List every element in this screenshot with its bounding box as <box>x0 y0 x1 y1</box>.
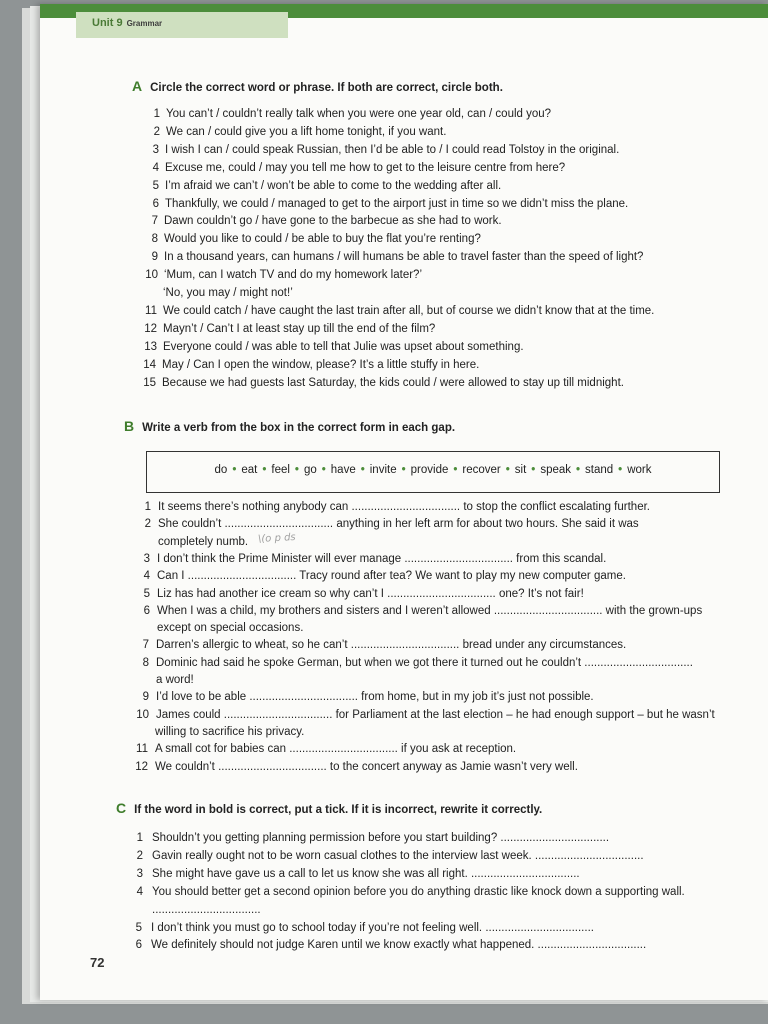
box-word: feel <box>271 464 290 476</box>
box-word: have <box>330 464 356 476</box>
item-number: 2 <box>153 125 160 138</box>
box-word: speak <box>540 464 571 476</box>
item-text: Liz has had another ice cream so why can’t I .................................. one? It’s not fair! <box>157 587 584 600</box>
bullet-separator: • <box>576 464 581 476</box>
item-text: May / Can I open the window, please? It’s a little stuffy in here. <box>162 358 480 371</box>
box-word: work <box>627 464 652 476</box>
item-text: Can I .................................. Tracy round after tea? We want to play my new computer game. <box>157 570 626 583</box>
item-number: 14 <box>143 358 156 371</box>
section-b-letter: B <box>124 418 135 434</box>
bullet-separator: • <box>505 464 510 476</box>
item-number: 10 <box>136 708 149 721</box>
item-number: 4 <box>136 885 143 898</box>
item-number: 9 <box>151 251 158 264</box>
bullet-separator: • <box>232 464 237 476</box>
item-text: I’d love to be able .................................. from home, but in my job it’s just not possible. <box>156 691 594 704</box>
item-text: Darren’s allergic to wheat, so he can’t .................................. bread under any circumstances. <box>156 639 627 652</box>
item-text: Dawn couldn’t go / have gone to the barbecue as she had to work. <box>164 215 502 228</box>
item-number: 3 <box>143 552 150 565</box>
item-number: 1 <box>136 832 143 844</box>
bullet-separator: • <box>360 464 365 476</box>
item-text: When I was a child, my brothers and sisters and I weren’t allowed .................................. with the grown-ups <box>157 604 703 617</box>
section-a-letter: A <box>132 78 143 94</box>
box-word: eat <box>241 464 258 476</box>
item-text: She couldn’t .................................. anything in her left arm for about two hours. She said it was <box>158 518 639 531</box>
item-text: She might have gave us a call to let us know she was all right. .................................. <box>152 867 580 880</box>
word-box-words <box>147 464 719 476</box>
item-number: 1 <box>144 501 151 513</box>
item-number: 3 <box>136 867 143 880</box>
item-text: Shouldn’t you getting planning permission before you start building? .................................. <box>152 832 610 844</box>
item-number: 5 <box>135 921 142 934</box>
workbook-page <box>40 4 768 1000</box>
item-text: I wish I can / could speak Russian, then I’d be able to / I could read Tolstoy in the original. <box>165 143 620 156</box>
item-text: We could catch / have caught the last train after all, but of course we didn’t know that at the time. <box>163 304 655 317</box>
word-box <box>146 451 720 493</box>
section-c-heading <box>116 800 542 816</box>
item-text: Mayn’t / Can’t I at least stay up till the end of the film? <box>163 322 436 335</box>
bullet-separator: • <box>401 464 406 476</box>
item-number: 6 <box>135 939 142 952</box>
item-text: willing to sacrifice his privacy. <box>155 725 305 738</box>
bullet-separator: • <box>453 464 458 476</box>
section-a-instruction: Circle the correct word or phrase. If both are correct, circle both. <box>150 82 503 94</box>
item-text: In a thousand years, can humans / will humans be able to travel faster than the speed of light? <box>164 251 644 264</box>
item-number: 6 <box>152 197 159 210</box>
item-text: I don’t think the Prime Minister will ever manage .................................. from this scandal. <box>157 552 607 565</box>
box-word: go <box>303 464 317 476</box>
item-text: Gavin really ought not to be worn casual clothes to the interview last week. .................................. <box>152 849 644 862</box>
item-number: 8 <box>142 656 149 669</box>
item-text: Thankfully, we could / managed to get to the airport just in time so we didn’t miss the plane. <box>165 197 629 210</box>
item-number: 13 <box>144 340 157 353</box>
section-b-heading <box>124 418 455 434</box>
item-text: You can’t / couldn’t really talk when you were one year old, can / could you? <box>166 108 552 120</box>
unit-number: Unit 9 <box>92 17 123 29</box>
handwritten-note: \(o p ds <box>257 532 296 545</box>
item-number: 10 <box>145 269 158 282</box>
item-number: 3 <box>152 143 159 156</box>
bullet-separator: • <box>294 464 299 476</box>
box-word: recover <box>462 464 501 476</box>
item-text: We definitely should not judge Karen until we know exactly what happened. .................................. <box>151 939 647 952</box>
item-number: 4 <box>152 161 159 174</box>
item-number: 7 <box>151 215 158 228</box>
bullet-separator: • <box>262 464 267 476</box>
bullet-separator: • <box>321 464 326 476</box>
item-number: 5 <box>143 587 150 600</box>
unit-subject: Grammar <box>126 19 163 28</box>
item-number: 2 <box>144 518 151 531</box>
item-text: A small cot for babies can .................................. if you ask at reception. <box>155 743 517 756</box>
item-text: completely numb. <box>158 535 249 548</box>
item-text: Because we had guests last Saturday, the kids could / were allowed to stay up till midnight. <box>162 376 624 389</box>
item-number: 12 <box>135 760 148 773</box>
box-word: do <box>214 464 228 476</box>
item-number: 4 <box>143 570 150 583</box>
item-number: 9 <box>142 691 149 704</box>
item-number: 1 <box>153 108 160 120</box>
box-word: sit <box>514 464 527 476</box>
item-text: I don’t think you must go to school today if you’re not feeling well. .................................. <box>151 921 594 934</box>
item-number: 7 <box>142 639 149 652</box>
item-number: 2 <box>136 849 143 862</box>
item-text: Dominic had said he spoke German, but when we got there it turned out he couldn’t .................................. <box>156 656 693 669</box>
item-text: I’m afraid we can’t / won’t be able to come to the wedding after all. <box>165 179 502 192</box>
item-number: 5 <box>152 179 159 192</box>
item-text: We couldn’t .................................. to the concert anyway as Jamie wasn’t very well. <box>155 760 578 773</box>
item-text: .................................. <box>152 903 261 916</box>
item-number: 6 <box>143 604 150 617</box>
item-text: except on special occasions. <box>157 622 304 635</box>
item-text: Would you like to could / be able to buy the flat you’re renting? <box>164 233 481 246</box>
item-text: Everyone could / was able to tell that Julie was upset about something. <box>163 340 524 353</box>
page-number: 72 <box>90 955 105 970</box>
item-text: We can / could give you a lift home tonight, if you want. <box>166 125 447 138</box>
section-c-letter: C <box>116 800 127 816</box>
item-number: 8 <box>151 233 158 246</box>
item-text: ‘No, you may / might not!’ <box>163 287 293 299</box>
item-text: a word! <box>156 674 194 686</box>
item-number: 11 <box>145 304 157 317</box>
box-word: stand <box>585 464 614 476</box>
item-text: You should better get a second opinion before you do anything drastic like knock down a supporting wall. <box>152 885 685 898</box>
box-word: invite <box>369 464 397 476</box>
item-text: Excuse me, could / may you tell me how to get to the leisure centre from here? <box>165 161 566 174</box>
bullet-separator: • <box>531 464 536 476</box>
section-a-heading <box>132 78 503 94</box>
section-c-instruction: If the word in bold is correct, put a tick. If it is incorrect, rewrite it correctly. <box>134 804 543 816</box>
unit-label <box>92 17 162 29</box>
item-number: 12 <box>144 322 157 335</box>
section-b-instruction: Write a verb from the box in the correct form in each gap. <box>142 422 456 434</box>
item-number: 15 <box>143 376 156 389</box>
box-word: provide <box>410 464 449 476</box>
item-text: James could .................................. for Parliament at the last election – he had enough support – but he wasn’t <box>156 708 715 721</box>
bullet-separator: • <box>618 464 623 476</box>
item-number: 11 <box>136 743 148 756</box>
item-text: ‘Mum, can I watch TV and do my homework later?’ <box>164 269 423 282</box>
item-text: It seems there’s nothing anybody can .................................. to stop the conflict escalating further. <box>158 501 650 513</box>
